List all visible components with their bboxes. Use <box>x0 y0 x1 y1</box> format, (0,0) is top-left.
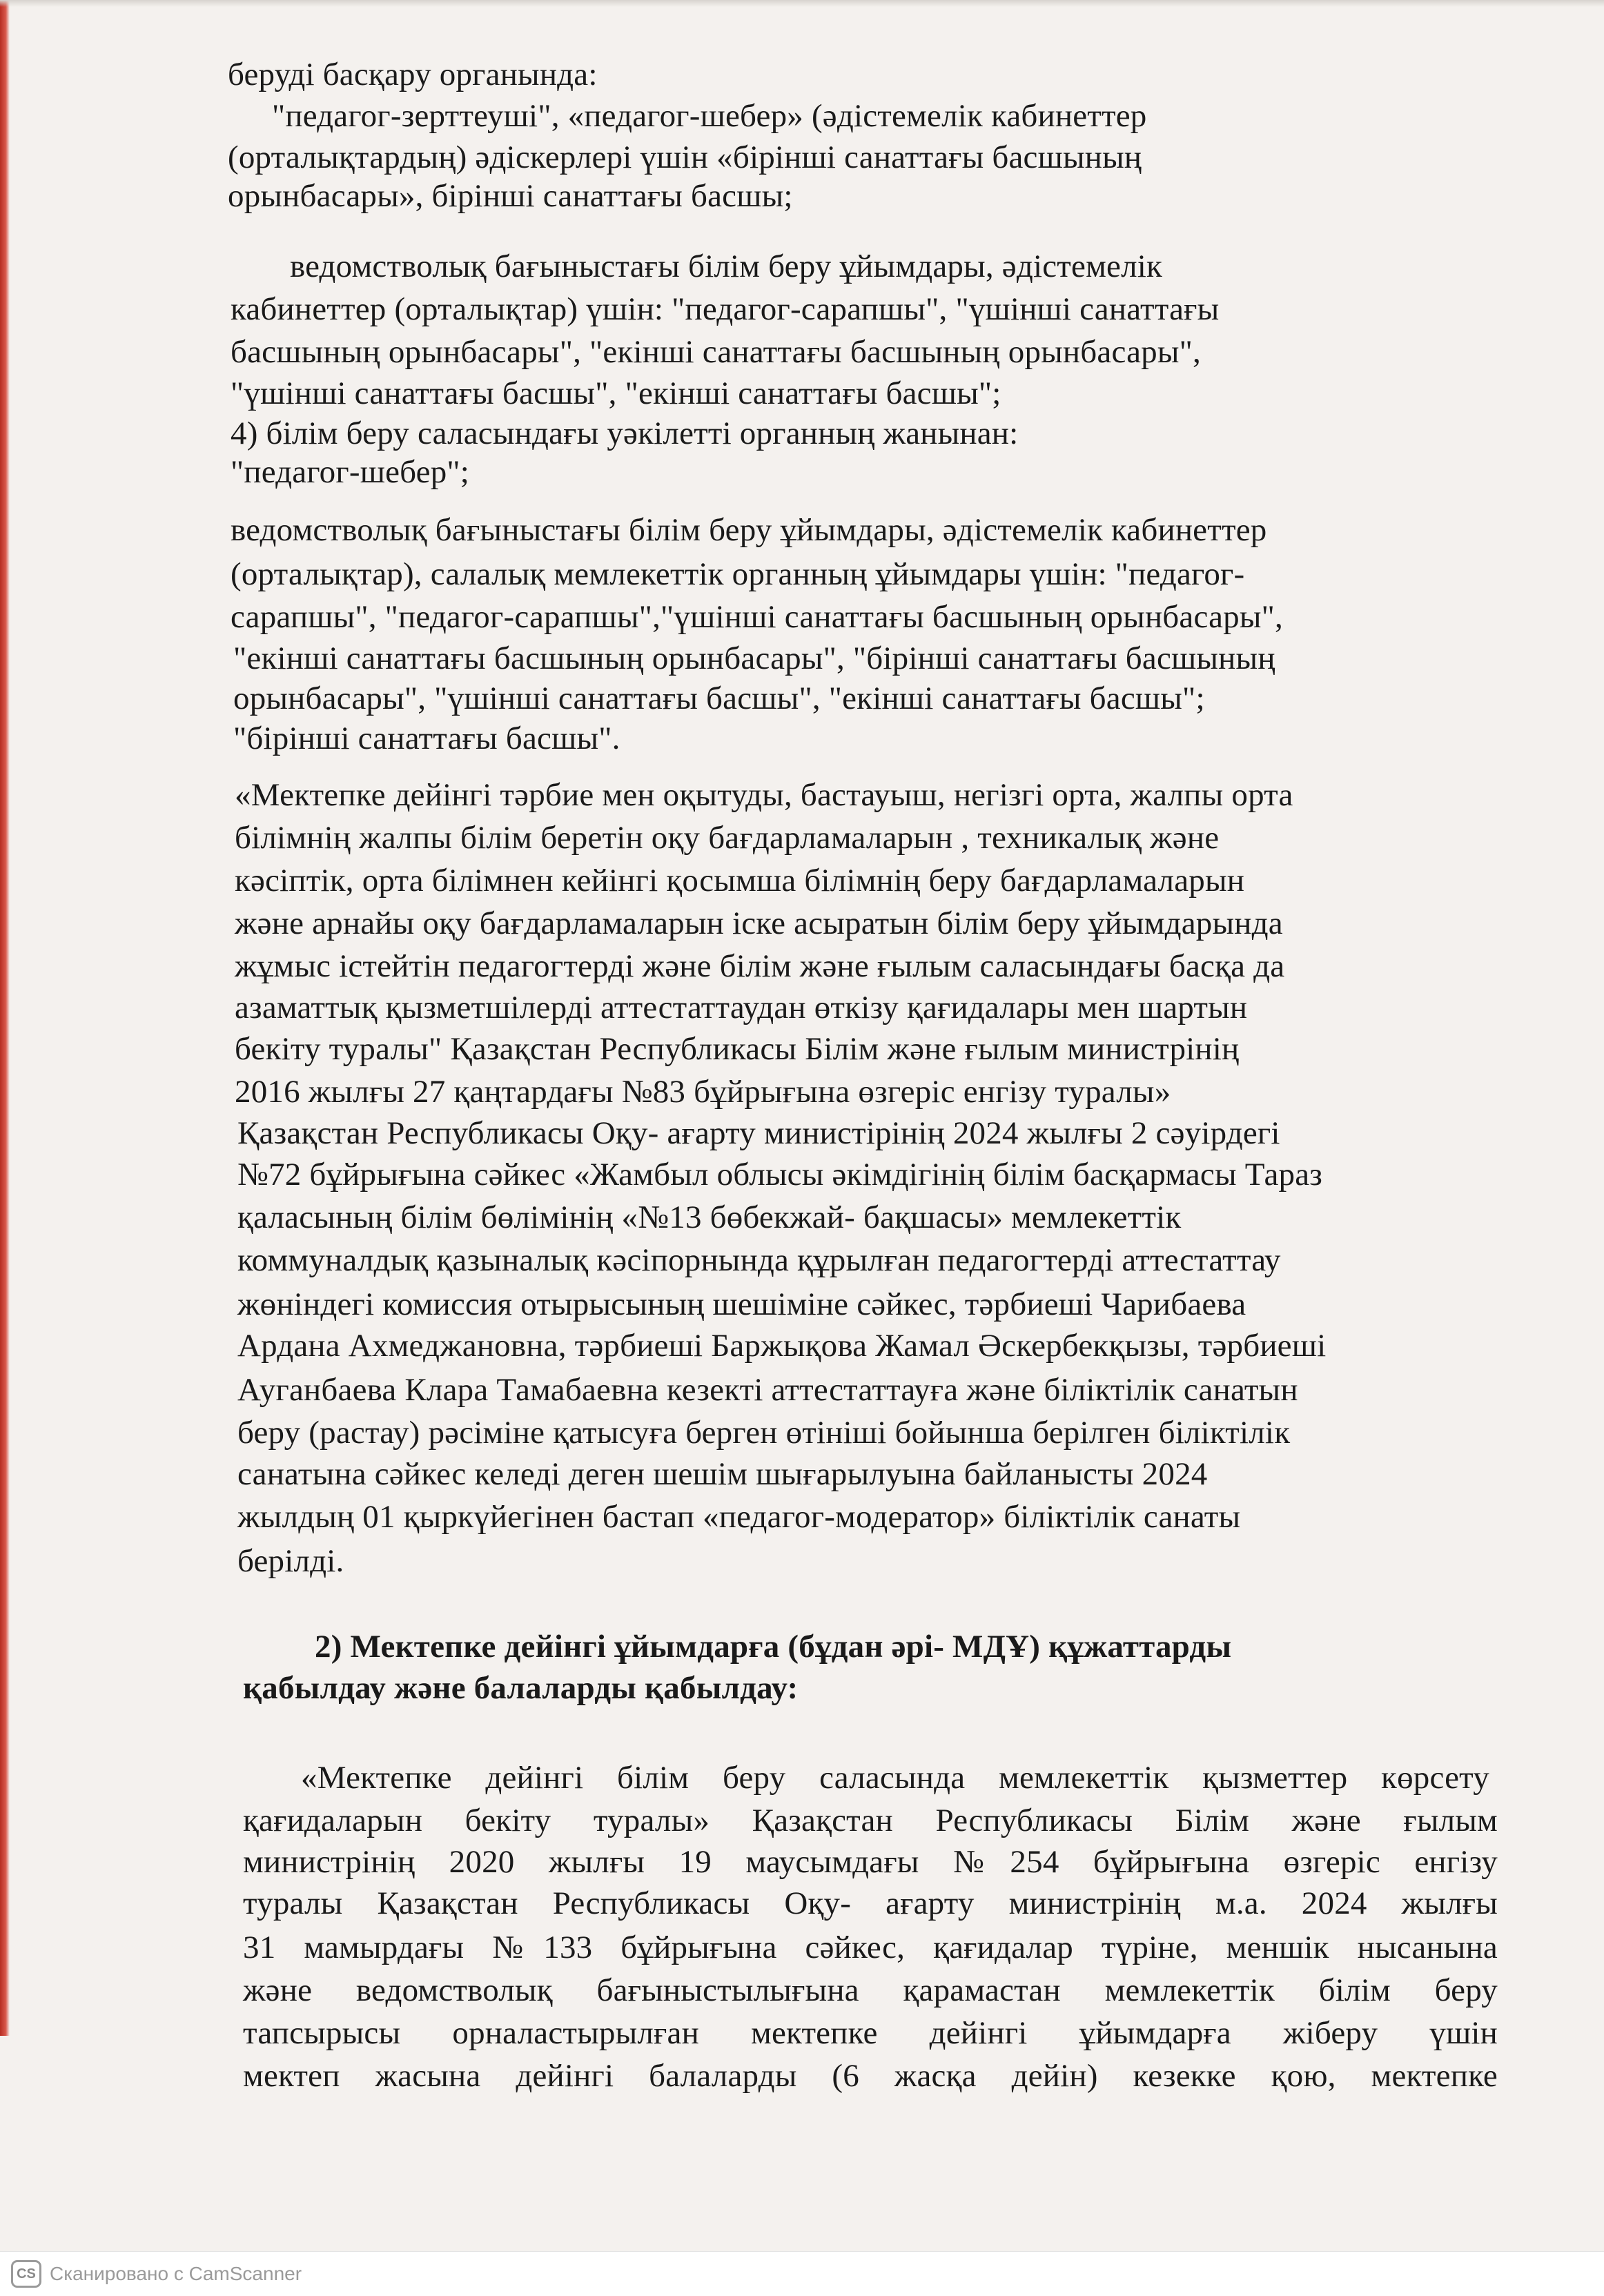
text-line: "педагог-зерттеуші", «педагог-шебер» (әдістемелік кабинеттер <box>272 98 1147 134</box>
text-line: жылдың 01 қыркүйегінен бастап «педагог-модератор» біліктілік санаты <box>237 1499 1241 1535</box>
section-heading: 2) Мектепке дейінгі ұйымдарға (бұдан әрі- МДҰ) құжаттарды <box>315 1629 1232 1665</box>
section-heading: қабылдау және балаларды қабылдау: <box>243 1670 799 1706</box>
text-line: жұмыс істейтін педагогтерді және білім және ғылым саласындағы басқа да <box>235 948 1285 984</box>
text-line: 4) білім беру саласындағы уәкілетті органның жанынан: <box>231 415 1019 451</box>
text-line: беру (растау) рәсіміне қатысуға берген өтініші бойынша берілген біліктілік <box>237 1415 1291 1451</box>
scan-top-shadow <box>0 0 1604 7</box>
text-line: (орталықтардың) әдіскерлері үшін «бірінші санаттағы басшының <box>228 139 1142 175</box>
paragraph-line: 31 мамырдағы №133 бұйрығына сәйкес, қағидалар түріне, меншік нысанына <box>243 1930 1498 1965</box>
text-line: кабинеттер (орталықтар) үшін: "педагог-сарапшы", "үшінші санаттағы <box>231 291 1220 327</box>
camscanner-footer <box>0 2251 1604 2296</box>
text-line: орынбасары», бірінші санаттағы басшы; <box>228 178 793 214</box>
text-line: коммуналдық қазыналық кәсіпорнында құрылған педагогтерді аттестаттау <box>237 1242 1281 1278</box>
text-line: Ардана Ахмеджановна, тәрбиеші Баржықова Жамал Әскербекқызы, тәрбиеші <box>237 1328 1327 1364</box>
camscanner-logo-icon: CS <box>11 2260 41 2288</box>
paragraph-line: және ведомстволық бағыныстылығына қарамастан мемлекеттік білім беру <box>243 1972 1498 2008</box>
paragraph-line: министрінің 2020 жылғы 19 маусымдағы №254 бұйрығына өзгеріс енгізу <box>243 1844 1498 1880</box>
text-line: беруді басқару органында: <box>228 57 598 92</box>
text-line: және арнайы оқу бағдарламаларын іске асыратын білім беру ұйымдарында <box>235 905 1283 941</box>
text-line: Қазақстан Республикасы Оқу- ағарту министірінің 2024 жылғы 2 сәуірдегі <box>237 1115 1280 1151</box>
camscanner-watermark-text: Сканировано с CamScanner <box>50 2263 302 2284</box>
text-line: берілді. <box>237 1543 344 1579</box>
text-line: "екінші санаттағы басшының орынбасары", "бірінші санаттағы басшының <box>233 640 1275 676</box>
text-line: ведомстволық бағыныстағы білім беру ұйымдары, әдістемелік кабинеттер <box>231 512 1267 548</box>
text-line: "педагог-шебер"; <box>231 454 470 490</box>
paragraph-line: туралы Қазақстан Республикасы Оқу- ағарту министрінің м.а. 2024 жылғы <box>243 1885 1498 1921</box>
text-line: ведомстволық бағыныстағы білім беру ұйымдары, әдістемелік <box>290 248 1163 284</box>
text-line: бекіту туралы" Қазақстан Республикасы Білім және ғылым министрінің <box>235 1031 1240 1067</box>
text-line: (орталықтар), салалық мемлекеттік органның ұйымдары үшін: "педагог- <box>231 556 1245 592</box>
text-line: "бірінші санаттағы басшы". <box>233 720 620 756</box>
paragraph-line: «Мектепке дейінгі білім беру саласында мемлекеттік қызметтер көрсету <box>301 1760 1489 1796</box>
text-line: "үшінші санаттағы басшы", "екінші санаттағы басшы"; <box>231 375 1001 411</box>
paragraph-line: қағидаларын бекіту туралы» Қазақстан Республикасы Білім және ғылым <box>243 1803 1498 1838</box>
text-line: қаласының білім бөлімінің «№13 бөбекжай- бақшасы» мемлекеттік <box>237 1199 1182 1235</box>
paragraph-line: тапсырысы орналастырылған мектепке дейінгі ұйымдарға жіберу үшін <box>243 2015 1498 2051</box>
text-line: жөніндегі комиссия отырысының шешіміне сәйкес, тәрбиеші Чарибаева <box>237 1286 1246 1322</box>
text-line: кәсіптік, орта білімнен кейінгі қосымша білімнің беру бағдарламаларын <box>235 863 1245 899</box>
paragraph-line: мектеп жасына дейінгі балаларды (6 жасқа дейін) кезекке қою, мектепке <box>243 2058 1498 2094</box>
text-line: азаматтық қызметшілерді аттестаттаудан өткізу қағидалары мен шартын <box>235 990 1248 1026</box>
red-binder-edge <box>0 0 10 2036</box>
text-line: білімнің жалпы білім беретін оқу бағдарламаларын , техникалық және <box>235 820 1220 856</box>
text-line: сарапшы", "педагог-сарапшы","үшінші санаттағы басшының орынбасары", <box>231 599 1283 635</box>
text-line: орынбасары", "үшінші санаттағы басшы", "екінші санаттағы басшы"; <box>233 680 1205 716</box>
text-line: басшының орынбасары", "екінші санаттағы басшының орынбасары", <box>231 334 1201 370</box>
text-line: санатына сәйкес келеді деген шешім шығарылуына байланысты 2024 <box>237 1456 1208 1492</box>
text-line: 2016 жылғы 27 қаңтардағы №83 бұйрығына өзгеріс енгізу туралы» <box>235 1074 1171 1110</box>
text-line: Ауганбаева Клара Тамабаевна кезекті аттестаттауға және біліктілік санатын <box>237 1372 1298 1408</box>
text-line: №72 бұйрығына сәйкес «Жамбыл облысы әкімдігінің білім басқармасы Тараз <box>237 1157 1323 1193</box>
text-line: «Мектепке дейінгі тәрбие мен оқытуды, бастауыш, негізгі орта, жалпы орта <box>235 777 1293 813</box>
